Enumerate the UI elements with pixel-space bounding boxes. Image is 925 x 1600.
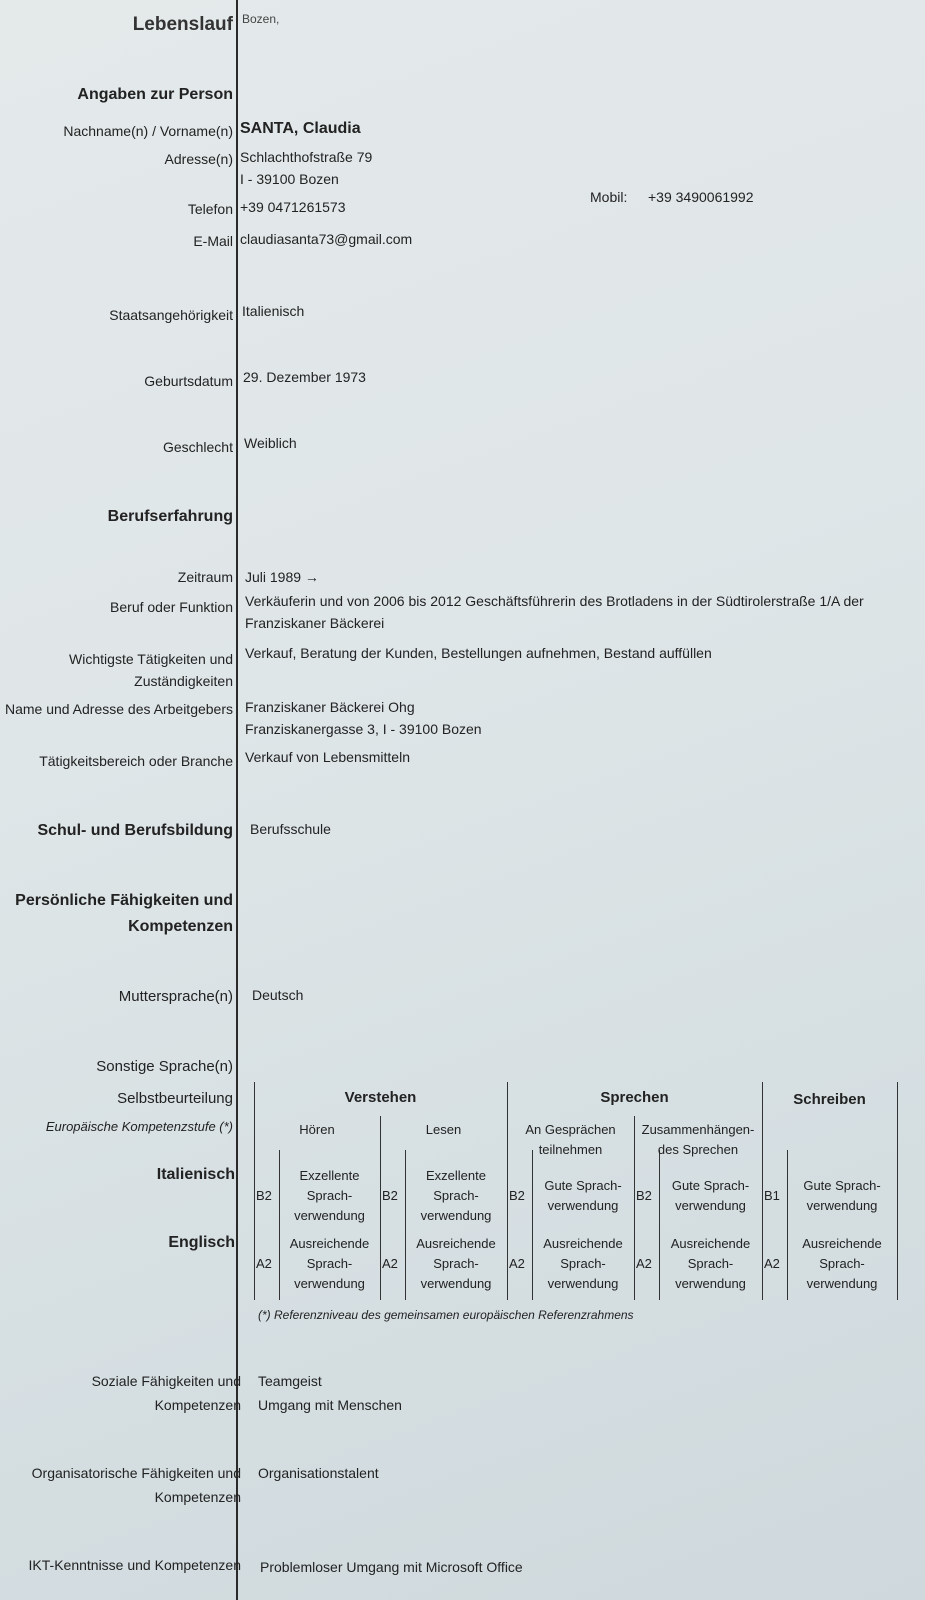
level-label: Europäische Kompetenzstufe (*) bbox=[45, 1119, 233, 1134]
language-descriptor: Sprach- bbox=[560, 1256, 606, 1271]
language-name: Italienisch bbox=[156, 1166, 235, 1183]
gender-value: Weiblich bbox=[244, 435, 297, 451]
social-label-1: Soziale Fähigkeiten und bbox=[91, 1373, 241, 1389]
ict-label: IKT-Kenntnisse und Kompetenzen bbox=[28, 1557, 241, 1573]
phone-value: +39 0471261573 bbox=[240, 199, 346, 215]
language-descriptor: Ausreichende bbox=[543, 1236, 623, 1251]
language-descriptor: Gute Sprach- bbox=[803, 1178, 881, 1193]
language-level: A2 bbox=[256, 1256, 272, 1271]
language-name: Englisch bbox=[168, 1234, 235, 1251]
language-descriptor: Sprach- bbox=[433, 1188, 479, 1203]
employer-line2: Franziskanergasse 3, I - 39100 Bozen bbox=[245, 721, 482, 737]
language-descriptor: verwendung bbox=[675, 1198, 746, 1213]
sub-read: Lesen bbox=[425, 1122, 462, 1137]
language-descriptor: Ausreichende bbox=[802, 1236, 882, 1251]
grid-line bbox=[897, 1082, 898, 1300]
cv-title: Lebenslauf bbox=[132, 14, 233, 35]
grid-line bbox=[380, 1116, 381, 1300]
language-descriptor: verwendung bbox=[294, 1208, 365, 1223]
language-descriptor: Exzellente bbox=[299, 1168, 360, 1183]
language-descriptor: verwendung bbox=[806, 1276, 878, 1291]
org-value: Organisationstalent bbox=[258, 1465, 379, 1481]
col-write: Schreiben bbox=[793, 1091, 866, 1108]
language-level: B2 bbox=[509, 1188, 525, 1203]
email-value: claudiasanta73@gmail.com bbox=[240, 231, 413, 247]
language-descriptor: Sprach- bbox=[819, 1256, 865, 1271]
social-value-2: Umgang mit Menschen bbox=[258, 1397, 402, 1413]
language-descriptor: Sprach- bbox=[687, 1256, 734, 1271]
col-understand: Verstehen bbox=[344, 1089, 417, 1106]
mobile-value: +39 3490061992 bbox=[648, 189, 754, 205]
self-assessment-label: Selbstbeurteilung bbox=[117, 1090, 233, 1107]
mother-label: Muttersprache(n) bbox=[118, 988, 233, 1005]
language-descriptor: Gute Sprach- bbox=[544, 1178, 622, 1193]
section-education: Schul- und Berufsbildung bbox=[37, 822, 233, 839]
language-descriptor: verwendung bbox=[675, 1276, 746, 1291]
name-label: Nachname(n) / Vorname(n) bbox=[63, 123, 233, 139]
sub-coherent-2: des Sprechen bbox=[657, 1142, 739, 1157]
ict-value: Problemloser Umgang mit Microsoft Office bbox=[260, 1559, 523, 1575]
job-label: Beruf oder Funktion bbox=[110, 599, 233, 615]
sector-label: Tätigkeitsbereich oder Branche bbox=[39, 753, 233, 769]
column-divider bbox=[236, 0, 238, 1600]
period-label: Zeitraum bbox=[177, 569, 233, 585]
language-descriptor: Ausreichende bbox=[416, 1236, 496, 1251]
job-line2: Franziskaner Bäckerei bbox=[245, 615, 385, 631]
mobile-label: Mobil: bbox=[590, 189, 628, 205]
language-level: A2 bbox=[382, 1256, 398, 1271]
address-line1: Schlachthofstraße 79 bbox=[240, 149, 373, 165]
language-descriptor: verwendung bbox=[547, 1198, 619, 1213]
language-descriptor: Gute Sprach- bbox=[671, 1178, 750, 1193]
language-descriptor: Ausreichende bbox=[670, 1236, 751, 1251]
social-label-2: Kompetenzen bbox=[154, 1397, 241, 1413]
employer-line1: Franziskaner Bäckerei Ohg bbox=[245, 699, 415, 715]
grid-line bbox=[254, 1082, 255, 1300]
org-label-2: Kompetenzen bbox=[154, 1489, 241, 1505]
sub-listen: Hören bbox=[299, 1122, 335, 1137]
sector-value: Verkauf von Lebensmitteln bbox=[245, 749, 410, 765]
sub-coherent-1: Zusammenhängen- bbox=[641, 1122, 755, 1137]
language-level: B2 bbox=[256, 1188, 272, 1203]
language-descriptor: Ausreichende bbox=[289, 1236, 370, 1251]
phone-label: Telefon bbox=[187, 201, 233, 217]
language-descriptor: Exzellente bbox=[426, 1168, 486, 1183]
section-skills-2: Kompetenzen bbox=[128, 918, 233, 935]
education-value: Berufsschule bbox=[250, 821, 331, 837]
language-level: B1 bbox=[764, 1188, 780, 1203]
social-value-1: Teamgeist bbox=[258, 1373, 322, 1389]
section-skills-1: Persönliche Fähigkeiten und bbox=[15, 892, 233, 909]
language-descriptor: verwendung bbox=[547, 1276, 619, 1291]
col-speak: Sprechen bbox=[600, 1089, 669, 1106]
org-label-1: Organisatorische Fähigkeiten und bbox=[31, 1465, 241, 1481]
language-descriptor: verwendung bbox=[420, 1208, 492, 1223]
birth-value: 29. Dezember 1973 bbox=[243, 369, 366, 385]
gender-label: Geschlecht bbox=[162, 439, 233, 455]
job-line1: Verkäuferin und von 2006 bis 2012 Geschäftsführerin des Brotladens in der Südtirolerstraße 1/A der bbox=[245, 593, 864, 609]
tasks-label-2: Zuständigkeiten bbox=[134, 673, 233, 689]
birth-label: Geburtsdatum bbox=[144, 373, 233, 389]
address-label: Adresse(n) bbox=[164, 151, 233, 167]
name-value: SANTA, Claudia bbox=[240, 120, 361, 137]
tasks-value: Verkauf, Beratung der Kunden, Bestellungen aufnehmen, Bestand auffüllen bbox=[245, 645, 712, 661]
language-level: A2 bbox=[509, 1256, 525, 1271]
language-level: B2 bbox=[382, 1188, 398, 1203]
footnote: (*) Referenzniveau des gemeinsamen europäischen Referenzrahmens bbox=[258, 1308, 634, 1322]
language-descriptor: verwendung bbox=[294, 1276, 365, 1291]
other-lang-label: Sonstige Sprache(n) bbox=[96, 1058, 233, 1075]
tasks-label-1: Wichtigste Tätigkeiten und bbox=[69, 651, 233, 667]
language-descriptor: verwendung bbox=[420, 1276, 492, 1291]
period-value: Juli 1989 → bbox=[245, 569, 319, 585]
language-descriptor: Sprach- bbox=[306, 1256, 353, 1271]
employer-label: Name und Adresse des Arbeitgebers bbox=[4, 701, 233, 717]
language-level: A2 bbox=[636, 1256, 652, 1271]
address-line2: I - 39100 Bozen bbox=[240, 171, 339, 187]
grid-line bbox=[762, 1082, 763, 1300]
language-level: A2 bbox=[764, 1256, 780, 1271]
place: Bozen, bbox=[242, 12, 280, 26]
language-descriptor: Sprach- bbox=[433, 1256, 479, 1271]
mother-value: Deutsch bbox=[252, 987, 304, 1003]
sub-conversation-2: teilnehmen bbox=[538, 1142, 603, 1157]
language-descriptor: verwendung bbox=[806, 1198, 878, 1213]
section-experience: Berufserfahrung bbox=[107, 508, 233, 525]
nationality-label: Staatsangehörigkeit bbox=[109, 307, 233, 323]
language-descriptor: Sprach- bbox=[306, 1188, 353, 1203]
nationality-value: Italienisch bbox=[242, 303, 305, 319]
grid-line bbox=[507, 1082, 508, 1300]
section-personal: Angaben zur Person bbox=[77, 86, 233, 103]
sub-conversation-1: An Gesprächen bbox=[525, 1122, 616, 1137]
email-label: E-Mail bbox=[193, 233, 233, 249]
language-level: B2 bbox=[636, 1188, 652, 1203]
